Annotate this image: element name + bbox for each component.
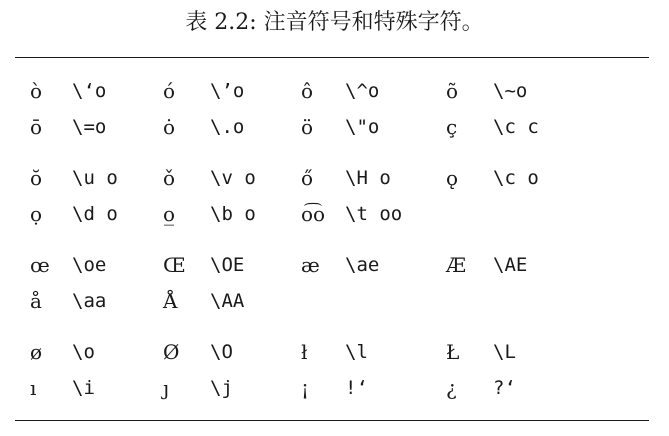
symbol-cell: ô <box>301 79 314 103</box>
command-cell: \oe <box>72 254 107 276</box>
symbol-cell: ǒ <box>163 166 176 190</box>
symbol-cell: ȯ <box>163 115 176 139</box>
symbol-cell: ¿ <box>446 376 457 400</box>
symbol-cell: ō <box>30 115 43 139</box>
symbol-cell: œ <box>30 253 50 277</box>
command-cell: \~o <box>493 80 528 102</box>
symbol-cell: õ <box>446 79 459 103</box>
symbol-cell: ł <box>301 340 308 364</box>
command-cell: \ae <box>345 254 380 276</box>
symbol-cell: ¡ <box>301 376 310 400</box>
command-cell: \‘o <box>72 80 107 102</box>
table-row <box>0 162 669 194</box>
table-row <box>0 198 669 230</box>
symbol-cell: ç <box>446 115 458 139</box>
command-cell: \b o <box>210 203 256 225</box>
table-row <box>0 336 669 368</box>
symbol-cell: ọ <box>30 202 43 226</box>
symbol-cell: å <box>30 289 42 313</box>
command-cell: \t oo <box>345 203 403 225</box>
command-cell: \aa <box>72 290 107 312</box>
command-cell: \"o <box>345 116 380 138</box>
symbol-cell: ı <box>30 376 37 400</box>
command-cell: \=o <box>72 116 107 138</box>
symbol-cell: Ø <box>163 340 180 364</box>
command-cell: \v o <box>210 167 256 189</box>
table-caption: 表 2.2: 注音符号和特殊字符。 <box>185 10 484 35</box>
command-cell: \L <box>493 341 516 363</box>
symbol-cell: Æ <box>446 253 467 277</box>
symbol-cell: ȷ <box>163 376 170 400</box>
symbol-cell: ǫ <box>446 166 459 190</box>
symbol-cell: Ł <box>446 340 460 364</box>
symbol-cell: æ <box>301 253 320 277</box>
command-cell: \i <box>72 377 95 399</box>
command-cell: \d o <box>72 203 118 225</box>
symbol-cell: ó <box>163 79 176 103</box>
command-cell: \o <box>72 341 95 363</box>
command-cell: \u o <box>72 167 118 189</box>
table-row <box>0 75 669 107</box>
symbol-cell: Å <box>163 289 178 313</box>
symbol-cell: ő <box>301 166 314 190</box>
symbol-cell: ö <box>301 115 314 139</box>
command-cell: \j <box>210 377 233 399</box>
command-cell: \c c <box>493 116 539 138</box>
table-row <box>0 249 669 281</box>
symbol-cell: ø <box>30 340 43 364</box>
symbol-cell: Œ <box>163 253 186 277</box>
command-cell: \l <box>345 341 368 363</box>
command-cell: \c o <box>493 167 539 189</box>
symbol-cell: ò <box>30 79 43 103</box>
symbol-cell: o͡o <box>301 202 326 226</box>
command-cell: \O <box>210 341 233 363</box>
table-row <box>0 372 669 404</box>
command-cell: \H o <box>345 167 391 189</box>
table-bottom-rule <box>15 420 649 421</box>
command-cell: \AA <box>210 290 245 312</box>
command-cell: \AE <box>493 254 528 276</box>
command-cell: \.o <box>210 116 245 138</box>
command-cell: !‘ <box>345 377 368 399</box>
table-row <box>0 111 669 143</box>
command-cell: \^o <box>345 80 380 102</box>
command-cell: ?‘ <box>493 377 516 399</box>
command-cell: \’o <box>210 80 245 102</box>
symbol-cell: ŏ <box>30 166 43 190</box>
symbol-cell: o̲ <box>163 202 176 226</box>
command-cell: \OE <box>210 254 245 276</box>
table-row <box>0 285 669 317</box>
